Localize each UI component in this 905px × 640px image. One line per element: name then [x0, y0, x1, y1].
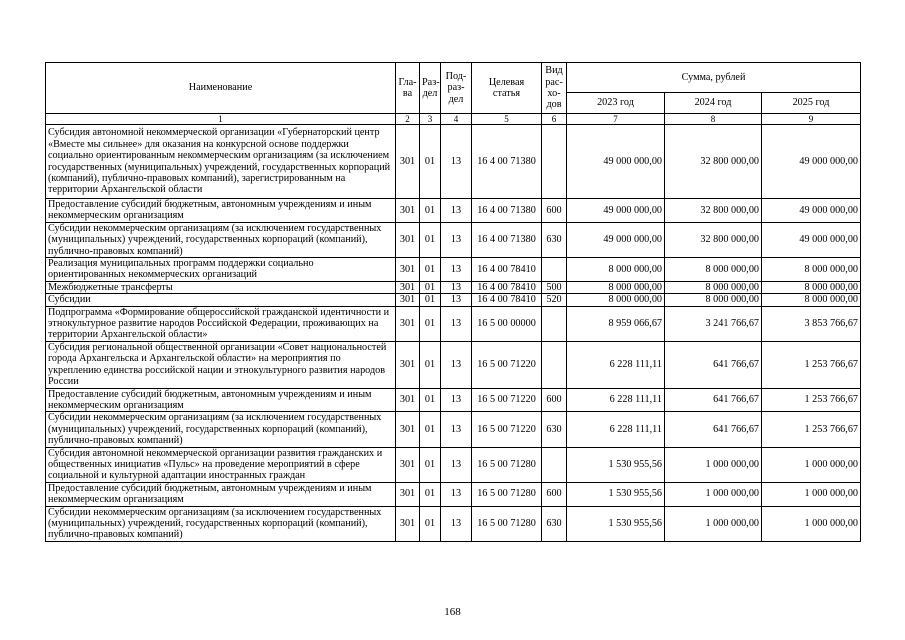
column-number: 8: [665, 114, 762, 125]
row-glava: 301: [396, 482, 420, 506]
row-vid: [542, 125, 567, 199]
header-razdel: Раз-дел: [420, 63, 441, 114]
row-celevaya: 16 5 00 71220: [472, 341, 542, 388]
row-razdel: 01: [420, 222, 441, 257]
row-amount-2024: 32 800 000,00: [665, 125, 762, 199]
row-amount-2023: 6 228 111,11: [567, 388, 665, 412]
row-amount-2025: 49 000 000,00: [762, 199, 861, 223]
row-celevaya: 16 4 00 71380: [472, 125, 542, 199]
row-name: Субсидия автономной некоммерческой организации «Губернаторский центр «Вместе мы сильнее» для оказания на конкурсной основе поддержки социально ориентированным некоммерческим организациям (за исключением государственных (муниципальных) учреждений, государственных корпораций (компаний), публично-правовых компаний), зарегистрированным на территории Архангельской области: [46, 125, 396, 199]
budget-table: [45, 62, 861, 542]
row-celevaya: 16 5 00 71280: [472, 506, 542, 541]
row-amount-2023: 49 000 000,00: [567, 199, 665, 223]
row-name: Предоставление субсидий бюджетным, автономным учреждениям и иным некоммерческим организациям: [46, 199, 396, 223]
header-summa: Сумма, рублей: [567, 63, 861, 93]
column-number: 6: [542, 114, 567, 125]
row-name: Предоставление субсидий бюджетным, автономным учреждениям и иным некоммерческим организациям: [46, 388, 396, 412]
row-amount-2025: 1 253 766,67: [762, 412, 861, 447]
table-row: [46, 306, 861, 341]
row-vid: 500: [542, 281, 567, 293]
table-row: [46, 125, 861, 199]
row-celevaya: 16 5 00 71220: [472, 412, 542, 447]
row-amount-2023: 8 959 066,67: [567, 306, 665, 341]
row-amount-2025: 1 253 766,67: [762, 341, 861, 388]
column-number: 2: [396, 114, 420, 125]
row-razdel: 01: [420, 294, 441, 306]
row-vid: 630: [542, 412, 567, 447]
column-number: 4: [441, 114, 472, 125]
row-podrazdel: 13: [441, 388, 472, 412]
row-amount-2025: 8 000 000,00: [762, 258, 861, 282]
column-number: 5: [472, 114, 542, 125]
row-razdel: 01: [420, 125, 441, 199]
table-row: [46, 258, 861, 282]
row-name: Предоставление субсидий бюджетным, автономным учреждениям и иным некоммерческим организациям: [46, 482, 396, 506]
row-amount-2023: 1 530 955,56: [567, 482, 665, 506]
row-amount-2024: 641 766,67: [665, 388, 762, 412]
row-vid: [542, 306, 567, 341]
row-glava: 301: [396, 306, 420, 341]
table-row: [46, 341, 861, 388]
row-amount-2025: 1 000 000,00: [762, 482, 861, 506]
row-podrazdel: 13: [441, 125, 472, 199]
row-razdel: 01: [420, 506, 441, 541]
column-number: 7: [567, 114, 665, 125]
row-razdel: 01: [420, 388, 441, 412]
row-celevaya: 16 5 00 00000: [472, 306, 542, 341]
row-celevaya: 16 5 00 71280: [472, 482, 542, 506]
row-amount-2023: 6 228 111,11: [567, 412, 665, 447]
row-podrazdel: 13: [441, 258, 472, 282]
header-year-2023: 2023 год: [567, 93, 665, 114]
row-amount-2025: 1 000 000,00: [762, 447, 861, 482]
header-name: Наименование: [46, 63, 396, 114]
row-podrazdel: 13: [441, 506, 472, 541]
row-vid: 600: [542, 199, 567, 223]
row-amount-2024: 1 000 000,00: [665, 447, 762, 482]
header-podrazdel: Под-раз-дел: [441, 63, 472, 114]
row-glava: 301: [396, 412, 420, 447]
row-amount-2023: 1 530 955,56: [567, 506, 665, 541]
row-amount-2024: 641 766,67: [665, 412, 762, 447]
row-amount-2024: 32 800 000,00: [665, 199, 762, 223]
row-podrazdel: 13: [441, 412, 472, 447]
header-vid: Вид рас-хо-дов: [542, 63, 567, 114]
header-glava: Гла-ва: [396, 63, 420, 114]
row-vid: [542, 341, 567, 388]
row-name: Субсидия региональной общественной организации «Совет национальностей города Архангельска и Архангельской области» на мероприятия по укреплению единства российской нации и этнокультурного развития народов России: [46, 341, 396, 388]
row-glava: 301: [396, 258, 420, 282]
row-celevaya: 16 5 00 71220: [472, 388, 542, 412]
row-amount-2024: 641 766,67: [665, 341, 762, 388]
row-amount-2025: 8 000 000,00: [762, 294, 861, 306]
row-amount-2024: 8 000 000,00: [665, 294, 762, 306]
table-row: [46, 412, 861, 447]
page-number: 168: [444, 606, 461, 618]
row-podrazdel: 13: [441, 306, 472, 341]
header-year-2024: 2024 год: [665, 93, 762, 114]
row-amount-2023: 8 000 000,00: [567, 294, 665, 306]
row-vid: 630: [542, 222, 567, 257]
row-glava: 301: [396, 341, 420, 388]
row-glava: 301: [396, 199, 420, 223]
row-amount-2023: 6 228 111,11: [567, 341, 665, 388]
row-celevaya: 16 4 00 71380: [472, 222, 542, 257]
column-number: 9: [762, 114, 861, 125]
row-amount-2025: 8 000 000,00: [762, 281, 861, 293]
row-amount-2025: 1 000 000,00: [762, 506, 861, 541]
row-name: Субсидия автономной некоммерческой организации развития гражданских и общественных инициатив «Пульс» на проведение мероприятий в сфере социальной и культурной адаптации иностранных граждан: [46, 447, 396, 482]
row-razdel: 01: [420, 281, 441, 293]
row-razdel: 01: [420, 258, 441, 282]
row-vid: 600: [542, 388, 567, 412]
row-celevaya: 16 4 00 78410: [472, 258, 542, 282]
row-podrazdel: 13: [441, 281, 472, 293]
row-name: Подпрограмма «Формирование общероссийской гражданской идентичности и этнокультурное развитие народов Российской Федерации, проживающих на территории Архангельской области»: [46, 306, 396, 341]
table-row: [46, 482, 861, 506]
header-celevaya: Целевая статья: [472, 63, 542, 114]
row-glava: 301: [396, 506, 420, 541]
row-amount-2024: 32 800 000,00: [665, 222, 762, 257]
row-vid: 600: [542, 482, 567, 506]
row-amount-2023: 8 000 000,00: [567, 281, 665, 293]
row-vid: [542, 447, 567, 482]
row-podrazdel: 13: [441, 341, 472, 388]
row-razdel: 01: [420, 412, 441, 447]
row-podrazdel: 13: [441, 447, 472, 482]
row-glava: 301: [396, 294, 420, 306]
row-razdel: 01: [420, 341, 441, 388]
column-number: 3: [420, 114, 441, 125]
row-razdel: 01: [420, 199, 441, 223]
row-amount-2025: 49 000 000,00: [762, 125, 861, 199]
row-glava: 301: [396, 447, 420, 482]
row-amount-2024: 8 000 000,00: [665, 258, 762, 282]
row-celevaya: 16 5 00 71280: [472, 447, 542, 482]
table-row: [46, 222, 861, 257]
table-row: [46, 281, 861, 293]
column-number: 1: [46, 114, 396, 125]
row-podrazdel: 13: [441, 294, 472, 306]
row-amount-2023: 49 000 000,00: [567, 222, 665, 257]
row-name: Реализация муниципальных программ поддержки социально ориентированных некоммерческих организаций: [46, 258, 396, 282]
row-name: Субсидии некоммерческим организациям (за исключением государственных (муниципальных) учреждений, государственных корпораций (компаний), публично-правовых компаний): [46, 412, 396, 447]
row-celevaya: 16 4 00 78410: [472, 294, 542, 306]
table-row: [46, 388, 861, 412]
row-razdel: 01: [420, 306, 441, 341]
row-amount-2023: 49 000 000,00: [567, 125, 665, 199]
row-name: Субсидии некоммерческим организациям (за исключением государственных (муниципальных) учреждений, государственных корпораций (компаний), публично-правовых компаний): [46, 222, 396, 257]
row-podrazdel: 13: [441, 199, 472, 223]
row-amount-2023: 8 000 000,00: [567, 258, 665, 282]
row-razdel: 01: [420, 447, 441, 482]
row-vid: 630: [542, 506, 567, 541]
row-name: Межбюджетные трансферты: [46, 281, 396, 293]
row-amount-2025: 1 253 766,67: [762, 388, 861, 412]
table-row: [46, 294, 861, 306]
row-glava: 301: [396, 125, 420, 199]
row-glava: 301: [396, 222, 420, 257]
row-celevaya: 16 4 00 71380: [472, 199, 542, 223]
row-amount-2024: 3 241 766,67: [665, 306, 762, 341]
row-podrazdel: 13: [441, 222, 472, 257]
row-amount-2025: 3 853 766,67: [762, 306, 861, 341]
row-vid: [542, 258, 567, 282]
table-row: [46, 506, 861, 541]
row-razdel: 01: [420, 482, 441, 506]
row-amount-2024: 8 000 000,00: [665, 281, 762, 293]
row-podrazdel: 13: [441, 482, 472, 506]
row-glava: 301: [396, 281, 420, 293]
row-amount-2023: 1 530 955,56: [567, 447, 665, 482]
table-row: [46, 199, 861, 223]
table-row: [46, 447, 861, 482]
row-celevaya: 16 4 00 78410: [472, 281, 542, 293]
row-amount-2025: 49 000 000,00: [762, 222, 861, 257]
row-vid: 520: [542, 294, 567, 306]
row-name: Субсидии: [46, 294, 396, 306]
row-amount-2024: 1 000 000,00: [665, 482, 762, 506]
header-year-2025: 2025 год: [762, 93, 861, 114]
row-glava: 301: [396, 388, 420, 412]
row-name: Субсидии некоммерческим организациям (за исключением государственных (муниципальных) учреждений, государственных корпораций (компаний), публично-правовых компаний): [46, 506, 396, 541]
row-amount-2024: 1 000 000,00: [665, 506, 762, 541]
